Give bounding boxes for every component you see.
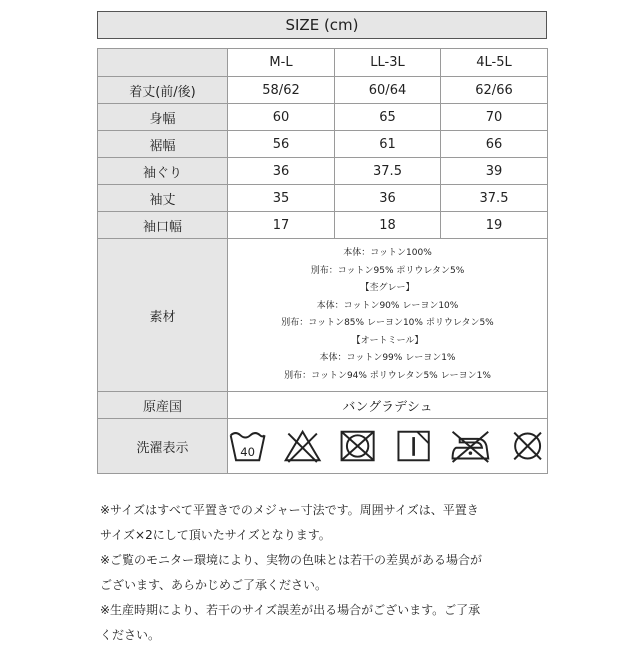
size-table-title [97,11,547,39]
table-row [98,77,548,104]
cell-value: 39 [441,158,548,185]
cell-value: 35 [228,185,335,212]
origin-value: バングラデシュ [228,392,548,419]
table-row [98,104,548,131]
table-row [98,212,548,239]
cell-value: 17 [228,212,335,239]
row-label: 袖丈 [98,185,228,212]
note-line: ※ご覧のモニター環境により、実物の色味とは若干の差異がある場合が [100,553,483,567]
care-icons-cell [228,419,548,474]
row-label: 裾幅 [98,131,228,158]
iron-low-icon [449,426,492,466]
no-dry-clean-icon [508,426,547,466]
row-label: 身幅 [98,104,228,131]
material-line: 別布：コットン94% ポリウレタン5% レーヨン1% [284,370,491,381]
material-line: 本体：コットン90% レーヨン10% [316,300,459,311]
note-line: ございます、あらかじめご了承ください。 [100,578,328,592]
cell-value: 37.5 [335,158,441,185]
material-cell [228,239,548,392]
origin-row [98,392,548,419]
table-row [98,158,548,185]
note-line: ※生産時期により、若干のサイズ誤差が出る場合がございます。ご了承 [100,603,481,617]
material-line: 本体：コットン100% [343,248,432,258]
row-label: 原産国 [98,392,228,419]
cell-value: 36 [335,185,441,212]
cell-value: 70 [441,104,548,131]
row-label: 袖口幅 [98,212,228,239]
note-line: サイズ×2にして頂いたサイズとなります。 [100,528,331,542]
cell-value: 65 [335,104,441,131]
material-line: 本体：コットン99% レーヨン1% [319,353,456,363]
cell-value: 66 [441,131,548,158]
size-table [97,48,548,474]
size-header: M-L [228,49,335,77]
care-row [98,419,548,474]
material-line: 別布：コットン85% レーヨン10% ポリウレタン5% [281,318,494,328]
cell-value: 37.5 [441,185,548,212]
drip-dry-icon [394,426,433,466]
cell-value: 61 [335,131,441,158]
cell-value: 36 [228,158,335,185]
row-label: 袖ぐり [98,158,228,185]
size-header: LL-3L [335,49,441,77]
cell-value: 62/66 [441,77,548,104]
care-icons [228,419,547,473]
row-label: 洗濯表示 [98,419,228,474]
cell-value: 18 [335,212,441,239]
cell-value: 58/62 [228,77,335,104]
title-text: SIZE (cm) [285,16,359,34]
row-label: 素材 [98,239,228,392]
row-label: 着丈(前/後) [98,77,228,104]
wash-40-icon [228,426,267,466]
material-line: 【杢グレー】 [360,283,415,293]
size-header: 4L-5L [441,49,548,77]
cell-value: 19 [441,212,548,239]
note-line: ※サイズはすべて平置きでのメジャー寸法です。周囲サイズは、平置き [100,503,479,517]
material-line: 別布：コットン95% ポリウレタン5% [310,265,465,276]
cell-value: 56 [228,131,335,158]
notes [100,498,550,648]
table-row [98,185,548,212]
note-line: ください。 [100,628,161,642]
header-corner [98,49,228,77]
no-bleach-icon [283,426,322,466]
header-row [98,49,548,77]
material-line: 【オートミール】 [351,335,424,346]
no-tumble-dry-icon [338,426,377,466]
material-row [98,239,548,392]
cell-value: 60 [228,104,335,131]
table-row [98,131,548,158]
wash-temp-text: 40 [240,444,255,459]
cell-value: 60/64 [335,77,441,104]
